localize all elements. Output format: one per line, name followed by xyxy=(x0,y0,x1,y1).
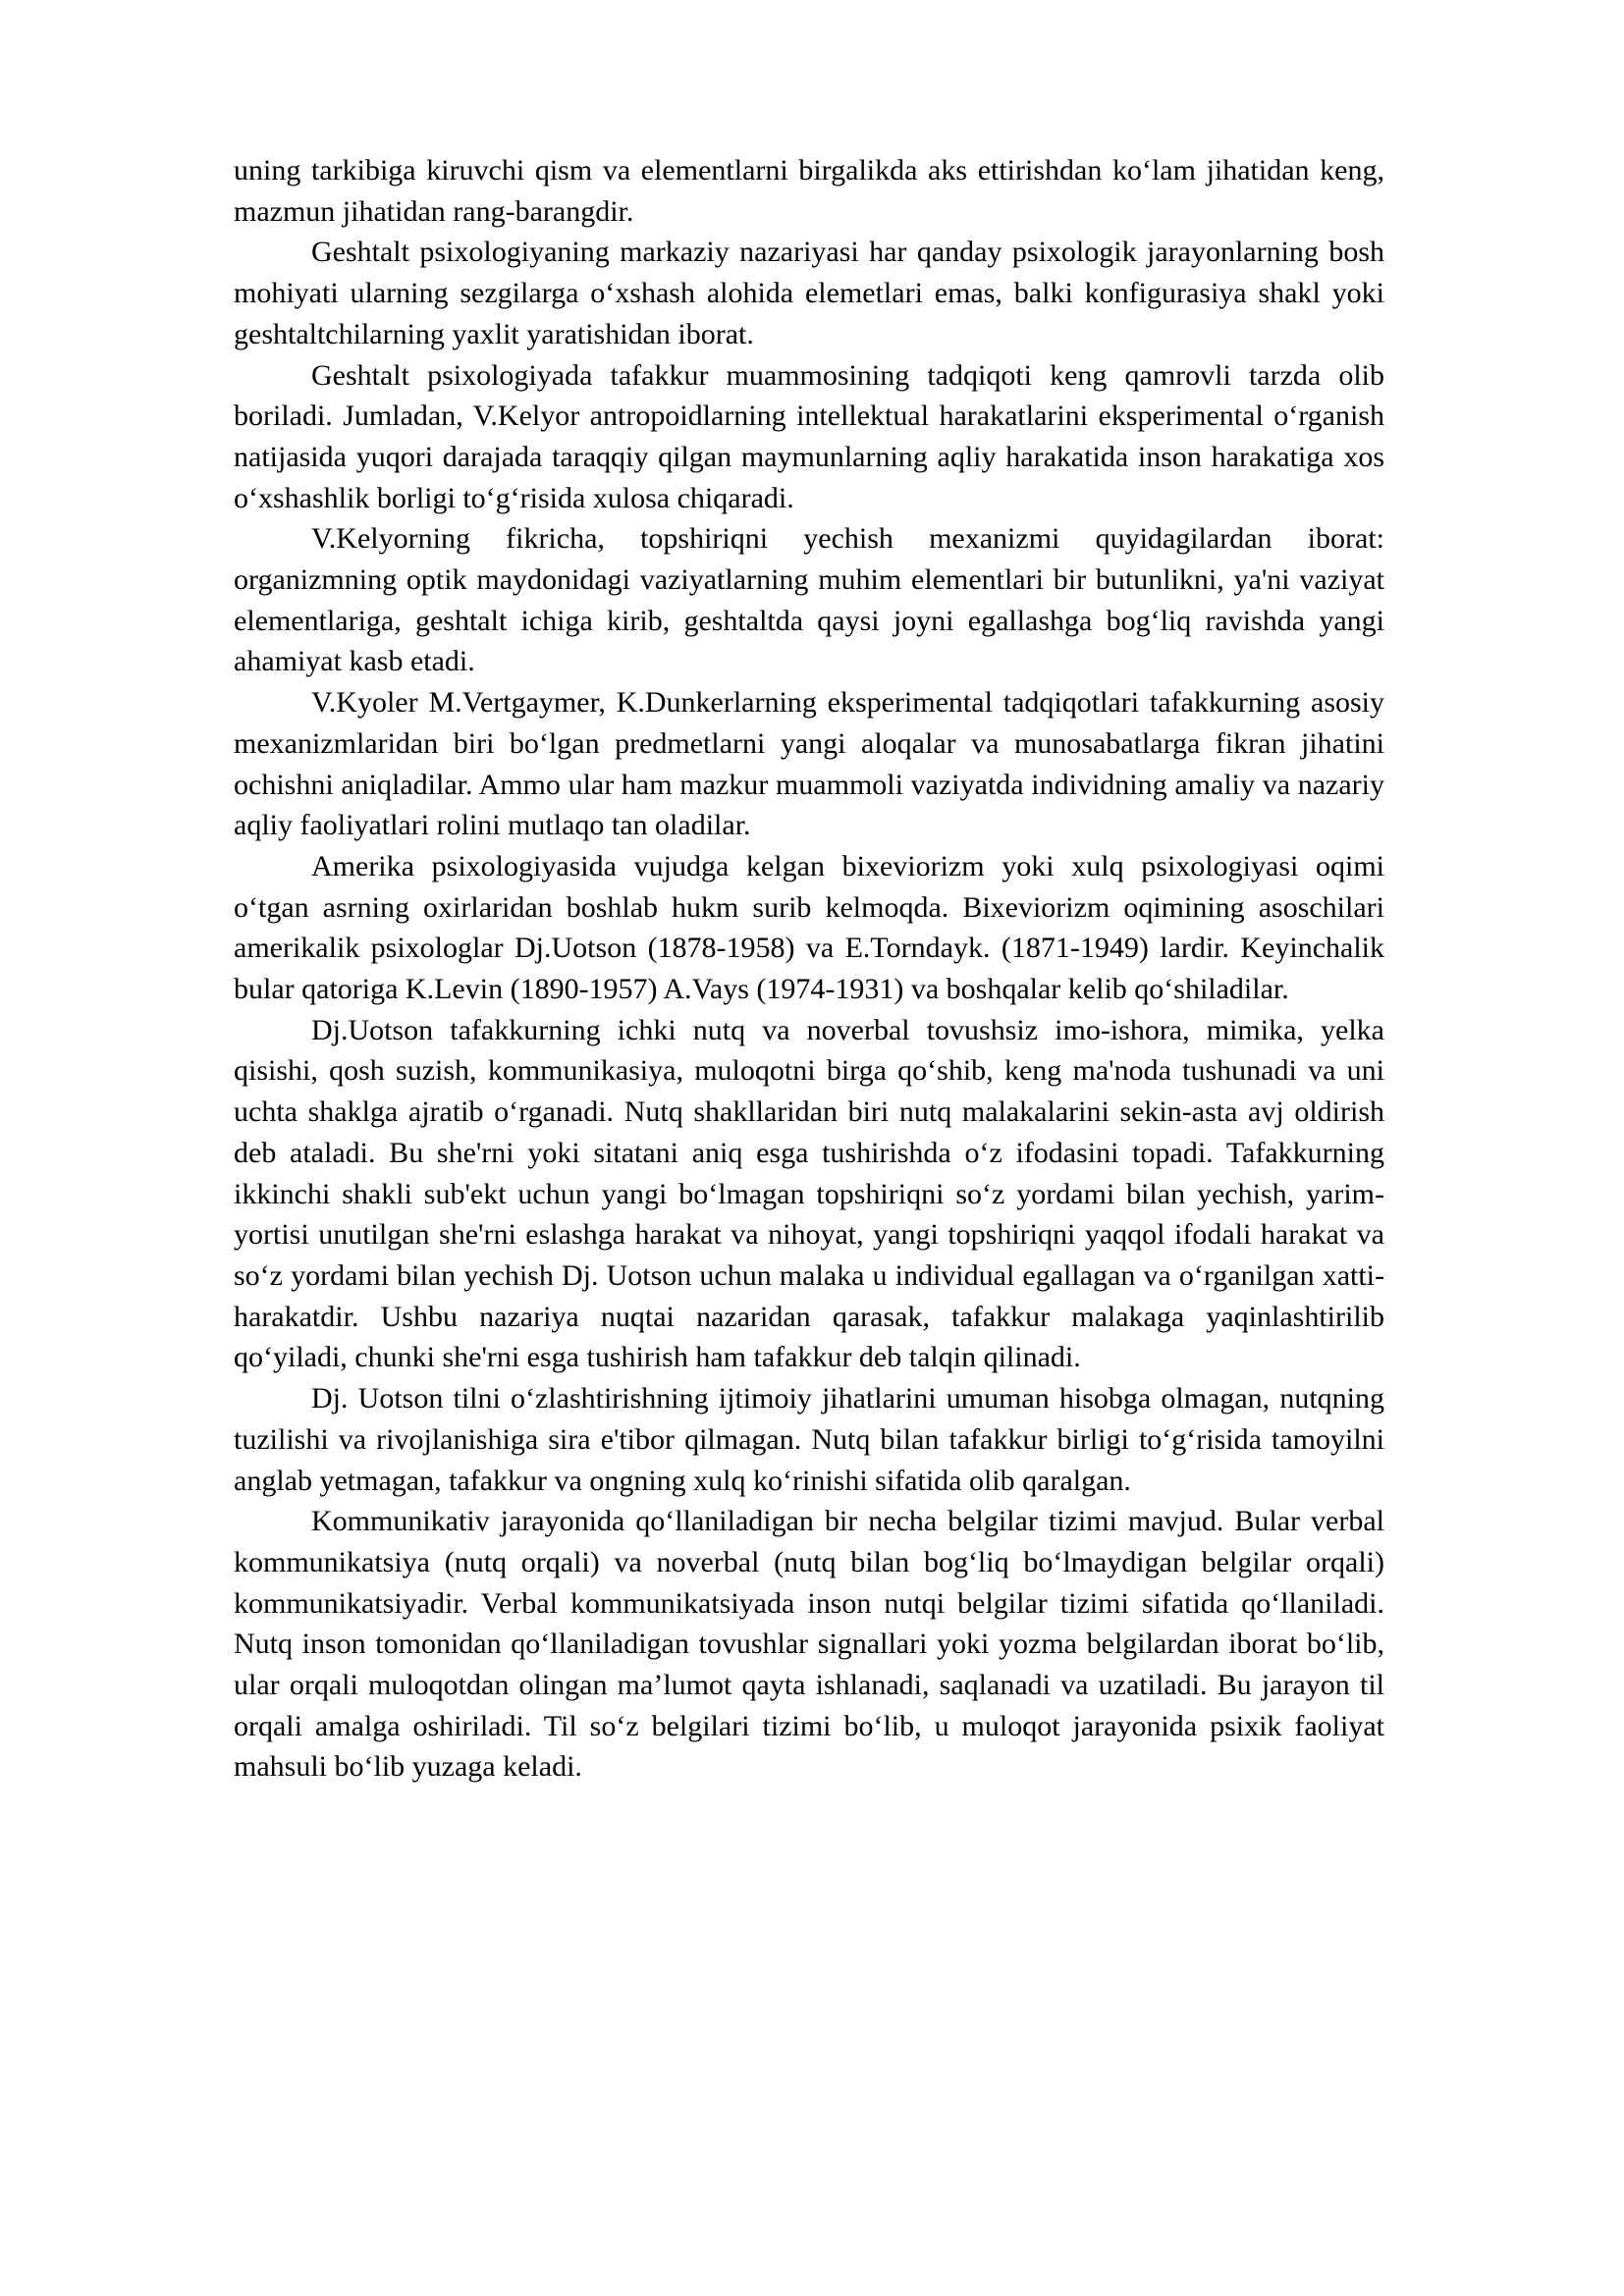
paragraph-4: V.Kelyorning fikricha, topshiriqni yechish mexanizmi quyidagilardan iborat: organizmning optik maydonidagi vaziyatlarning muhim elementlari bir butunlikni, ya'ni vaziyat elementlariga, geshtalt ichiga kirib, geshtaltda qaysi joyni egallashga bog‘liq ravishda yangi ahamiyat kasb etadi. xyxy=(234,522,1384,678)
paragraph-7: Dj.Uotson tafakkurning ichki nutq va noverbal tovushsiz imo-ishora, mimika, yelka qisishi, qosh suzish, kommunikasiya, muloqotni birga qo‘shib, keng ma'noda tushunadi va uni uchta shaklga ajratib o‘rganadi. Nutq shakllaridan biri nutq malakalarini sekin-asta avj oldirish deb ataladi. Bu she'rni yoki sitatani aniq esga tushirishda o‘z ifodasini topadi. Tafakkurning ikkinchi shakli sub'ekt uchun yangi bo‘lmagan topshiriqni so‘z yordami bilan yechish, yarim-yortisi unutilgan she'rni eslashga harakat va nihoyat, yangi topshiriqni yaqqol ifodali harakat va so‘z yordami bilan yechish Dj. Uotson uchun malaka u individual egallagan va o‘rganilgan xatti-harakatdir. Ushbu nazariya nuqtai nazaridan qarasak, tafakkur malakaga yaqinlashtirilib qo‘yiladi, chunki she'rni esga tushirish ham tafakkur deb talqin qilinadi. xyxy=(234,1013,1384,1374)
paragraph-6: Amerika psixologiyasida vujudga kelgan bixeviorizm yoki xulq psixologiyasi oqimi o‘tgan asrning oxirlaridan boshlab hukm surib kelmoqda. Bixeviorizm oqimining asoschilari amerikalik psixologlar Dj.Uotson (1878-1958) va E.Torndayk. (1871-1949) lardir. Keyinchalik bular qatoriga K.Levin (1890-1957) A.Vays (1974-1931) va boshqalar kelib qo‘shiladilar. xyxy=(234,849,1384,1006)
paragraph-5: V.Kyoler M.Vertgaymer, K.Dunkerlarning eksperimental tadqiqotlari tafakkurning asosiy mexanizmlaridan biri bo‘lgan predmetlarni yangi aloqalar va munosabatlarga fikran jihatini ochishni aniqladilar. Ammo ular ham mazkur muammoli vaziyatda individning amaliy va nazariy aqliy faoliyatlari rolini mutlaqo tan oladilar. xyxy=(234,686,1384,842)
paragraph-8: Dj. Uotson tilni o‘zlashtirishning ijtimoiy jihatlarini umuman hisobga olmagan, nutqning tuzilishi va rivojlanishiga sira e'tibor qilmagan. Nutq bilan tafakkur birligi to‘g‘risida tamoyilni anglab yetmagan, tafakkur va ongning xulq ko‘rinishi sifatida olib qaralgan. xyxy=(234,1382,1384,1497)
paragraph-2: Geshtalt psixologiyaning markaziy nazariyasi har qanday psixologik jarayonlarning bosh mohiyati ularning sezgilarga o‘xshash alohida elemetlari emas, balki konfigurasiya shakl yoki geshtaltchilarning yaxlit yaratishidan iborat. xyxy=(234,236,1384,350)
paragraph-3: Geshtalt psixologiyada tafakkur muammosining tadqiqoti keng qamrovli tarzda olib boriladi. Jumladan, V.Kelyor antropoidlarning intellektual harakatlarini eksperimental o‘rganish natijasida yuqori darajada taraqqiy qilgan maymunlarning aqliy harakatida inson harakatiga xos o‘xshashlik borligi to‘g‘risida xulosa chiqaradi. xyxy=(234,358,1384,514)
paragraph-1: uning tarkibiga kiruvchi qism va elementlarni birgalikda aks ettirishdan ko‘lam jihatidan keng, mazmun jihatidan rang-barangdir. xyxy=(234,154,1384,228)
document-body xyxy=(234,150,1384,1788)
paragraph-9: Kommunikativ jarayonida qo‘llaniladigan bir necha belgilar tizimi mavjud. Bular verbal kommunikatsiya (nutq orqali) va noverbal (nutq bilan bog‘liq bo‘lmaydigan belgilar orqali) kommunikatsiyadir. Verbal kommunikatsiyada inson nutqi belgilar tizimi sifatida qo‘llaniladi. Nutq inson tomonidan qo‘llaniladigan tovushlar signallari yoki yozma belgilardan iborat bo‘lib, ular orqali muloqotdan olingan ma’lumot qayta ishlanadi, saqlanadi va uzatiladi. Bu jarayon til orqali amalga oshiriladi. Til so‘z belgilari tizimi bo‘lib, u muloqot jarayonida psixik faoliyat mahsuli bo‘lib yuzaga keladi. xyxy=(234,1505,1384,1784)
